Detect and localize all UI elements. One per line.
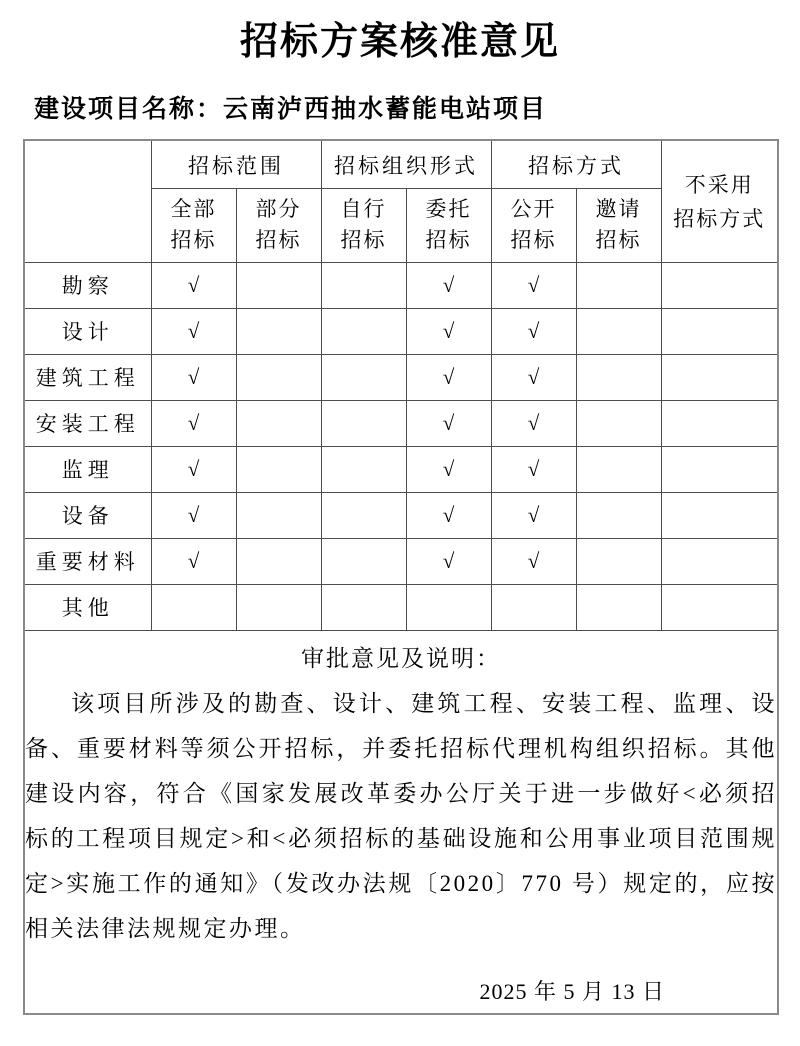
check-cell: √ [406, 446, 491, 492]
subheader-text: 招标 [170, 228, 217, 253]
check-cell: √ [491, 308, 576, 354]
approval-date: 2025 年 5 月 13 日 [479, 979, 665, 1005]
check-cell: √ [406, 262, 491, 308]
check-cell [321, 492, 406, 538]
table-row-supervision [24, 446, 778, 492]
header-organization-form: 招标组织形式 [321, 140, 491, 188]
check-cell: √ [151, 262, 236, 308]
row-label: 建筑工程 [24, 354, 151, 400]
header-no-bidding-line1: 不采用 [684, 172, 754, 197]
check-cell [236, 492, 321, 538]
check-cell [576, 308, 661, 354]
row-label: 重要材料 [24, 538, 151, 584]
header-bidding-method: 招标方式 [491, 140, 661, 188]
corner-cell [24, 140, 151, 262]
approval-paragraph: 该项目所涉及的勘查、设计、建筑工程、安装工程、监理、设备、重要材料等须公开招标，并委托招标代理机构组织招标。其他建设内容，符合《国家发展改革委办公厅关于进一步做好<必须招标的工程项目规定>和<必须招标的基础设施和公用事业项目范围规定>实施工作的通知》（发改办法规〔2020〕770 号）规定的，应按相关法律法规规定办理。 [25, 691, 777, 942]
row-label: 其他 [24, 584, 151, 630]
subheader-text: 招标 [510, 228, 557, 253]
project-name-line [34, 93, 800, 127]
check-cell [661, 584, 778, 630]
check-cell: √ [151, 308, 236, 354]
check-cell [236, 262, 321, 308]
table-row-survey [24, 262, 778, 308]
check-cell [236, 538, 321, 584]
subheader-invited-bidding [576, 188, 661, 262]
subheader-text: 招标 [595, 228, 642, 253]
check-cell [406, 584, 491, 630]
check-cell: √ [151, 492, 236, 538]
table-row-other [24, 584, 778, 630]
check-cell [321, 584, 406, 630]
subheader-text: 招标 [340, 228, 387, 253]
row-label: 监理 [24, 446, 151, 492]
check-cell [151, 584, 236, 630]
approval-heading: 审批意见及说明： [301, 646, 501, 672]
subheader-entrusted-bidding [406, 188, 491, 262]
subheader-partial-bidding [236, 188, 321, 262]
check-cell [491, 584, 576, 630]
check-cell: √ [491, 354, 576, 400]
subheader-public-bidding [491, 188, 576, 262]
check-cell [661, 400, 778, 446]
check-cell: √ [491, 262, 576, 308]
table-row-key-materials [24, 538, 778, 584]
header-no-bidding-line2: 招标方式 [673, 206, 766, 231]
subheader-text: 自行 [340, 197, 387, 222]
check-cell: √ [491, 446, 576, 492]
check-cell: √ [491, 400, 576, 446]
check-cell [321, 354, 406, 400]
check-cell: √ [151, 400, 236, 446]
project-name-value: 云南泸西抽水蓄能电站项目 [223, 96, 548, 124]
check-cell [661, 538, 778, 584]
check-cell: √ [491, 492, 576, 538]
check-cell [321, 446, 406, 492]
check-cell [321, 400, 406, 446]
project-name-label: 建设项目名称： [34, 96, 224, 124]
subheader-text: 委托 [425, 197, 472, 222]
check-cell [576, 492, 661, 538]
subheader-text: 部分 [255, 197, 302, 222]
table-header-group-row [24, 140, 778, 188]
check-cell [321, 538, 406, 584]
check-cell [661, 492, 778, 538]
check-cell [321, 308, 406, 354]
approval-table [23, 139, 779, 1015]
table-row-equipment [24, 492, 778, 538]
subheader-text: 全部 [170, 197, 217, 222]
check-cell [661, 446, 778, 492]
row-label: 勘察 [24, 262, 151, 308]
check-cell [236, 400, 321, 446]
table-row-construction [24, 354, 778, 400]
header-no-bidding [661, 140, 778, 262]
check-cell [661, 354, 778, 400]
check-cell: √ [406, 354, 491, 400]
check-cell [576, 262, 661, 308]
approval-section [24, 630, 778, 1014]
table-row-installation [24, 400, 778, 446]
check-cell: √ [151, 446, 236, 492]
table-row-design [24, 308, 778, 354]
check-cell [576, 446, 661, 492]
check-cell [576, 400, 661, 446]
row-label: 设备 [24, 492, 151, 538]
check-cell [236, 446, 321, 492]
subheader-self-bidding [321, 188, 406, 262]
check-cell [661, 262, 778, 308]
check-cell [576, 584, 661, 630]
check-cell: √ [491, 538, 576, 584]
subheader-text: 招标 [255, 228, 302, 253]
check-cell: √ [406, 308, 491, 354]
subheader-text: 招标 [425, 228, 472, 253]
row-label: 安装工程 [24, 400, 151, 446]
approval-section-row [24, 630, 778, 1014]
check-cell: √ [151, 538, 236, 584]
check-cell: √ [151, 354, 236, 400]
subheader-text: 邀请 [595, 197, 642, 222]
check-cell [236, 354, 321, 400]
check-cell [236, 308, 321, 354]
page-title: 招标方案核准意见 [239, 19, 560, 63]
check-cell [321, 262, 406, 308]
check-cell [576, 354, 661, 400]
check-cell: √ [406, 538, 491, 584]
row-label: 设计 [24, 308, 151, 354]
subheader-all-bidding [151, 188, 236, 262]
header-bidding-scope: 招标范围 [151, 140, 321, 188]
check-cell: √ [406, 400, 491, 446]
subheader-text: 公开 [510, 197, 557, 222]
check-cell [576, 538, 661, 584]
check-cell [661, 308, 778, 354]
check-cell [236, 584, 321, 630]
check-cell: √ [406, 492, 491, 538]
